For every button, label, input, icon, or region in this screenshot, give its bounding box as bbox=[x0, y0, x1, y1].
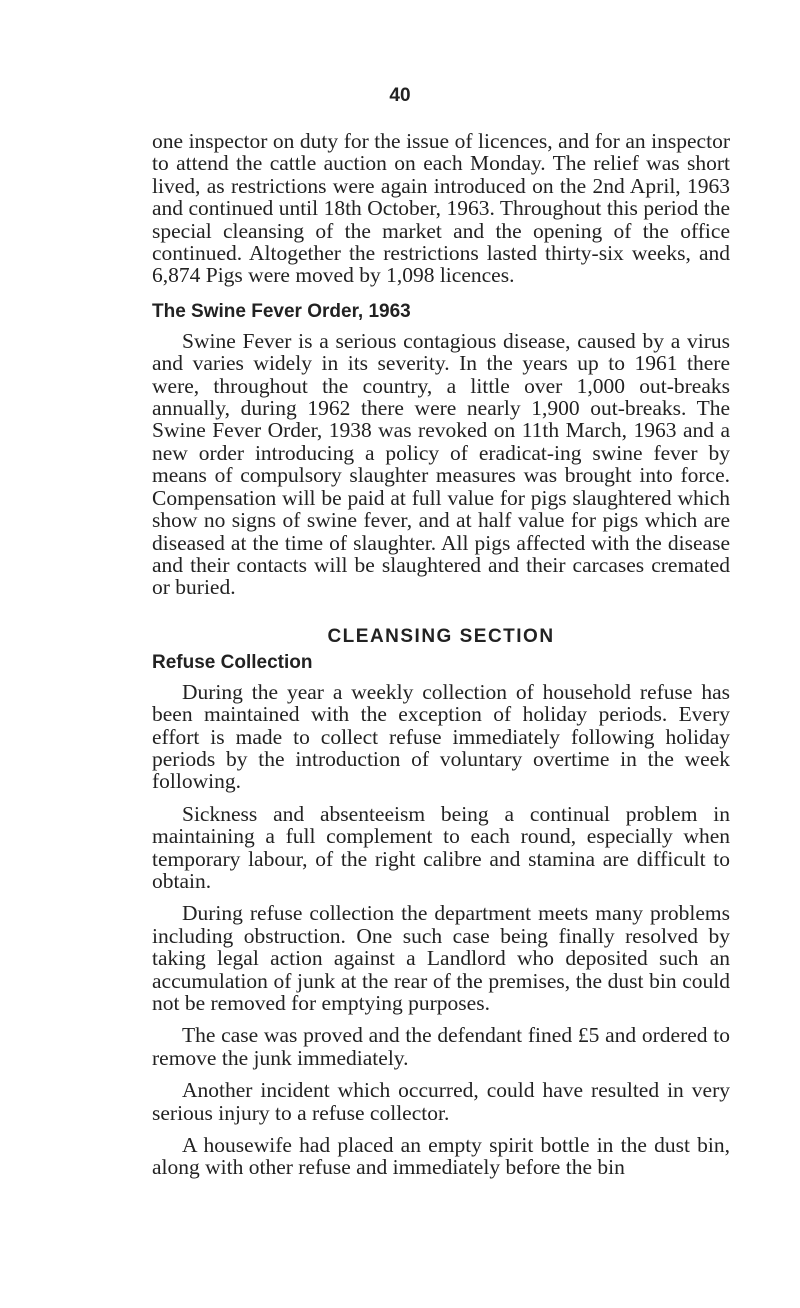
document-body bbox=[152, 130, 730, 1179]
refuse-paragraph-3: During refuse collection the department meets many problems including obstruction. One such case being finally resolved by taking legal action against a Landlord who deposited such an accumulation of junk at the rear of the premises, the dust bin could not be removed for emptying purposes. bbox=[152, 901, 730, 1015]
refuse-paragraph-4: The case was proved and the defendant fined £5 and ordered to remove the junk immediately. bbox=[152, 1023, 730, 1070]
swine-fever-paragraph: Swine Fever is a serious contagious disease, caused by a virus and varies widely in its severity. In the years up to 1961 there were, throughout the country, a little over 1,000 out-breaks annually, during 1962 there were nearly 1,900 out-breaks. The Swine Fever Order, 1938 was revoked on 11th March, 1963 and a new order introducing a policy of eradicat-ing swine fever by means of compulsory slaughter measures was brought into force. Compensation will be paid at full value for pigs slaughtered which show no signs of swine fever, and at half value for pigs which are diseased at the time of slaughter. All pigs affected with the disease and their contacts will be slaughtered and their carcases cremated or buried. bbox=[152, 328, 730, 600]
refuse-paragraph-6: A housewife had placed an empty spirit bottle in the dust bin, along with other refuse and immediately before the bin bbox=[152, 1133, 730, 1180]
page-number: 40 bbox=[389, 85, 411, 106]
refuse-paragraph-1: During the year a weekly collection of household refuse has been maintained with the exception of holiday periods. Every effort is made to collect refuse immediately following holiday periods by the introduction of voluntary overtime in the week following. bbox=[152, 679, 730, 794]
cleansing-section-heading: CLEANSING SECTION bbox=[327, 625, 555, 647]
refuse-paragraph-2: Sickness and absenteeism being a continual problem in maintaining a full complement to each round, especially when temporary labour, of the right calibre and stamina are difficult to obtain. bbox=[152, 801, 730, 893]
refuse-paragraph-5: Another incident which occurred, could have resulted in very serious injury to a refuse collector. bbox=[152, 1078, 730, 1125]
refuse-collection-heading: Refuse Collection bbox=[152, 651, 313, 673]
intro-paragraph: one inspector on duty for the issue of licences, and for an inspector to attend the cattle auction on each Monday. The relief was short lived, as restrictions were again introduced on the 2nd April, 1963 and continued until 18th October, 1963. Throughout this period the special cleansing of the market and the opening of the office continued. Altogether the restrictions lasted thirty-six weeks, and 6,874 Pigs were moved by 1,098 licences. bbox=[152, 129, 730, 288]
swine-fever-heading: The Swine Fever Order, 1963 bbox=[152, 300, 411, 322]
